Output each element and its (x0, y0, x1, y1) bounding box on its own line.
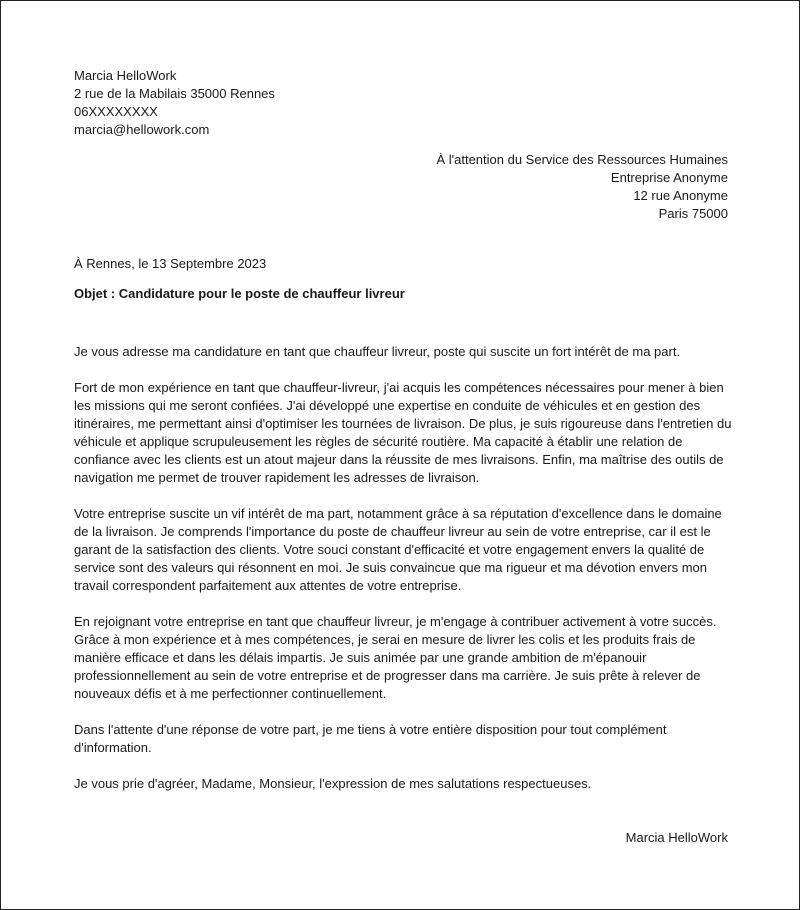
recipient-block (74, 151, 728, 223)
body-paragraph (74, 721, 728, 757)
letter-content (74, 67, 732, 847)
paragraph-line: Dans l'attente d'une réponse de votre part, je me tiens à votre entière disposition pour tout complément (74, 722, 667, 737)
recipient-attention: À l'attention du Service des Ressources Humaines (436, 152, 728, 167)
paragraph-line: navigation me permet de trouver rapidement les adresses de livraison. (74, 470, 480, 485)
paragraph-line: Votre entreprise suscite un vif intérêt de ma part, notamment grâce à sa réputation d'excellence dans le domaine (74, 506, 722, 521)
letter-object: Objet : Candidature pour le poste de chauffeur livreur (74, 286, 405, 301)
body-paragraph (74, 343, 728, 361)
paragraph-line: service sont des valeurs qui résonnent en moi. Je suis convaincue que ma rigueur et ma dévotion envers mon (74, 560, 708, 575)
sender-phone: 06XXXXXXXX (74, 104, 158, 119)
recipient-city: Paris 75000 (658, 206, 728, 221)
paragraph-line: manière efficace et dans les délais impartis. Je suis animée par une grande ambition de m'épanouir (74, 650, 647, 665)
paragraph-line: professionnellement au sein de votre entreprise et de progresser dans ma carrière. Je suis prête à relever de (74, 668, 701, 683)
paragraph-line: d'information. (74, 740, 152, 755)
paragraph-line: Je vous adresse ma candidature en tant que chauffeur livreur, poste qui suscite un fort intérêt de ma part. (74, 344, 681, 359)
paragraph-line: Grâce à mon expérience et à mes compétences, je serai en mesure de livrer les colis et les produits frais de (74, 632, 696, 647)
signature: Marcia HelloWork (625, 830, 728, 845)
paragraph-line: garant de la satisfaction des clients. Votre souci constant d'efficacité et votre engagement envers la qualité de (74, 542, 705, 557)
paragraph-line: Fort de mon expérience en tant que chauffeur-livreur, j'ai acquis les compétences nécessaires pour mener à bien (74, 380, 724, 395)
recipient-street: 12 rue Anonyme (633, 188, 728, 203)
body-paragraph (74, 379, 732, 487)
paragraph-line: confiance avec les clients est un atout majeur dans la réussite de mes livraisons. Enfin, ma maîtrise des outils de (74, 452, 724, 467)
body-paragraph (74, 775, 728, 793)
paragraph-line: véhicule et applique scrupuleusement les règles de sécurité routière. Ma capacité à établir une relation de (74, 434, 683, 449)
body-paragraph (74, 613, 728, 703)
paragraph-line: itinéraires, me permettant ainsi d'optimiser les tournées de livraison. De plus, je suis rigoureuse dans l'entretien du (74, 416, 732, 431)
letter-date: À Rennes, le 13 Septembre 2023 (74, 256, 267, 271)
paragraph-line: Je vous prie d'agréer, Madame, Monsieur, l'expression de mes salutations respectueuses. (74, 776, 592, 791)
paragraph-line: nouveaux défis et à me perfectionner continuellement. (74, 686, 387, 701)
paragraph-line: En rejoignant votre entreprise en tant que chauffeur livreur, je m'engage à contribuer activement à votre succès. (74, 614, 717, 629)
paragraph-line: travail correspondent parfaitement aux attentes de votre entreprise. (74, 578, 462, 593)
sender-name: Marcia HelloWork (74, 68, 177, 83)
letter-body (74, 343, 732, 793)
paragraph-line: de la livraison. Je comprends l'importance du poste de chauffeur livreur au sein de votre entreprise, car il est le (74, 524, 711, 539)
body-paragraph (74, 505, 728, 595)
sender-block (74, 67, 728, 139)
recipient-company: Entreprise Anonyme (610, 170, 728, 185)
sender-address: 2 rue de la Mabilais 35000 Rennes (74, 86, 275, 101)
sender-email: marcia@hellowork.com (74, 122, 210, 137)
paragraph-line: les missions qui me seront confiées. J'ai développé une expertise en conduite de véhicules et en gestion des (74, 398, 701, 413)
